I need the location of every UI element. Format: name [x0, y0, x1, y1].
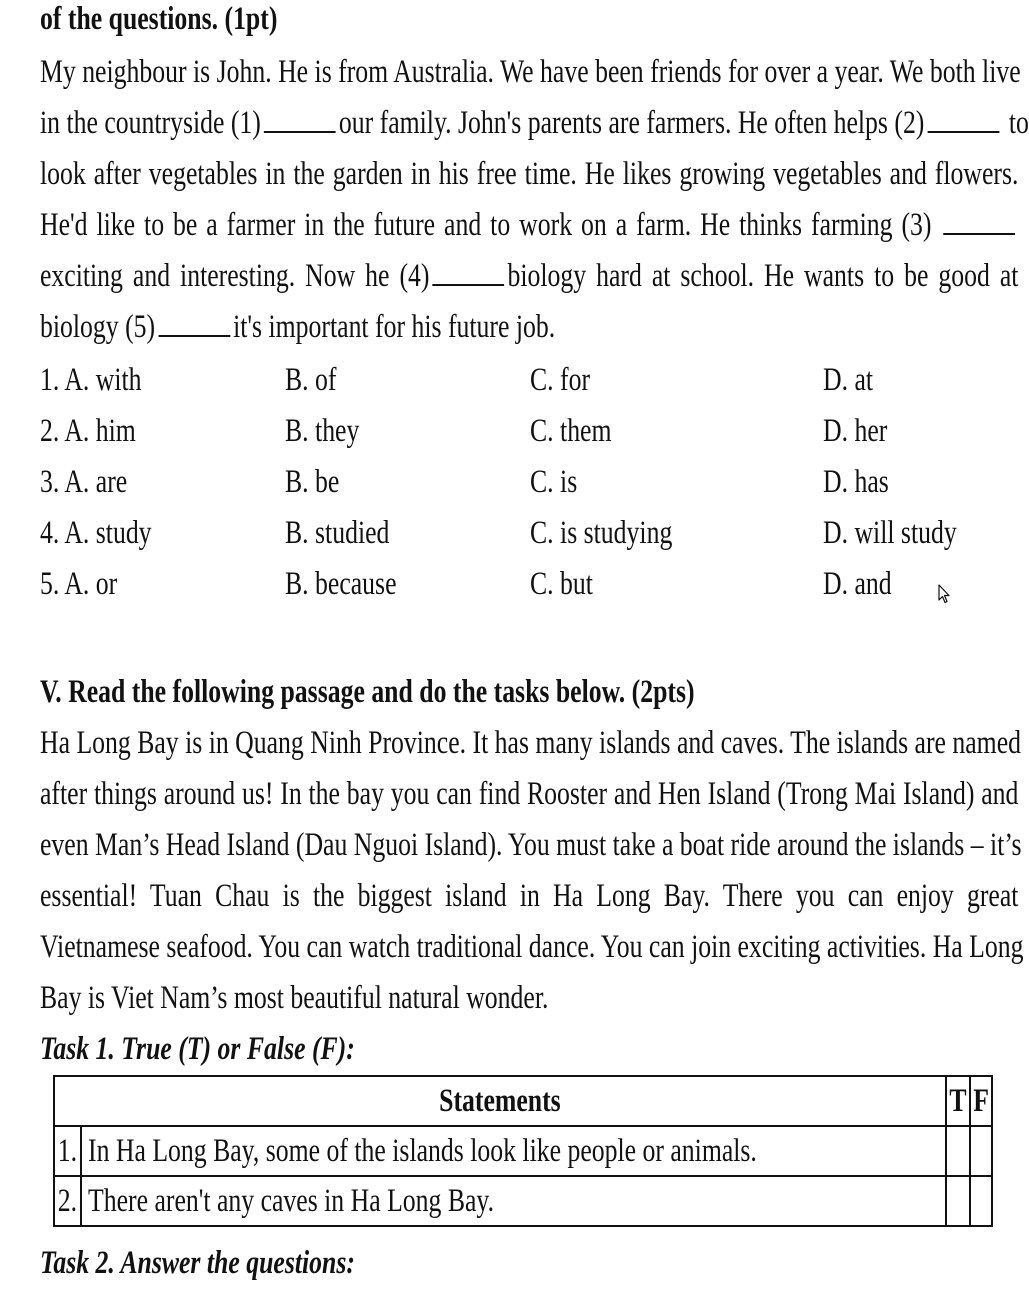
option-d: D. will study [823, 515, 957, 551]
passage-line: Vietnamese seafood. You can watch traditional dance. You can join exciting activities. Ha Long [40, 929, 1024, 965]
option-b: B. studied [285, 515, 390, 551]
passage-text: He'd like to be a farmer in the future and to work on a farm. He thinks farming (3) [40, 207, 932, 243]
passage-text: our family. John's parents are farmers. He often helps (2) [338, 105, 925, 141]
blank-4 [433, 262, 505, 286]
row-number: 1. [54, 1126, 81, 1176]
option-a: 4. A. study [40, 515, 152, 551]
passage-text: biology hard at school. He wants to be good at [507, 258, 1019, 294]
option-a: 2. A. him [40, 413, 136, 449]
option-a: 3. A. are [40, 464, 128, 500]
false-answer-cell[interactable] [970, 1126, 992, 1176]
option-b: B. be [285, 464, 340, 500]
passage-text: to [1008, 105, 1029, 141]
passage-line: Bay is Viet Nam’s most beautiful natural wonder. [40, 980, 549, 1016]
option-c: C. is [530, 464, 578, 500]
question-row [40, 457, 1020, 508]
statement-text: There aren't any caves in Ha Long Bay. [81, 1176, 947, 1226]
passage-one [40, 47, 1029, 353]
question-row [40, 406, 1020, 457]
answer-options [40, 355, 1020, 610]
passage-line: even Man’s Head Island (Dau Nguoi Island). You must take a boat ride around the islands – it’s [40, 827, 1022, 863]
table-row [54, 1176, 992, 1226]
passage-line: My neighbour is John. He is from Australia. We have been friends for over a year. We both live [40, 54, 1021, 90]
table-row [54, 1126, 992, 1176]
row-number: 2. [54, 1176, 81, 1226]
section-header-fragment: of the questions. (1pt) [40, 1, 278, 37]
true-false-table [53, 1075, 993, 1227]
table-header-row [54, 1076, 992, 1126]
option-c: C. them [530, 413, 612, 449]
option-d: D. has [823, 464, 889, 500]
true-answer-cell[interactable] [946, 1126, 970, 1176]
task2-title: Task 2. Answer the questions: [40, 1245, 355, 1281]
true-answer-cell[interactable] [946, 1176, 970, 1226]
blank-5 [158, 313, 230, 337]
task1-title: Task 1. True (T) or False (F): [40, 1031, 355, 1067]
statements-header: Statements [54, 1076, 946, 1126]
mouse-cursor-icon [938, 584, 950, 604]
true-header: T [946, 1076, 970, 1126]
option-c: C. is studying [530, 515, 673, 551]
section-heading: V. Read the following passage and do the tasks below. (2pts) [40, 674, 695, 710]
passage-line: look after vegetables in the garden in his free time. He likes growing vegetables and flowers. [40, 156, 1019, 192]
passage-text: it's important for his future job. [233, 309, 556, 345]
passage-line: Ha Long Bay is in Quang Ninh Province. It has many islands and caves. The islands are named [40, 725, 1022, 761]
section-five [40, 667, 1024, 1075]
passage-line [40, 200, 1018, 251]
passage-text: biology (5) [40, 309, 156, 345]
option-a: 1. A. with [40, 362, 142, 398]
option-c: C. for [530, 362, 591, 398]
question-row [40, 355, 1020, 406]
blank-2 [928, 109, 1000, 133]
statement-text: In Ha Long Bay, some of the islands look like people or animals. [81, 1126, 947, 1176]
passage-line [40, 251, 1018, 302]
false-header: F [970, 1076, 992, 1126]
blank-3 [944, 211, 1016, 235]
passage-line [40, 302, 1018, 353]
option-d: D. and [823, 566, 892, 602]
option-b: B. of [285, 362, 337, 398]
passage-line [40, 98, 1029, 149]
question-row [40, 508, 1020, 559]
passage-text: exciting and interesting. Now he (4) [40, 258, 430, 294]
false-answer-cell[interactable] [970, 1176, 992, 1226]
passage-line: after things around us! In the bay you can find Rooster and Hen Island (Trong Mai Island) and [40, 776, 1019, 812]
blank-1 [264, 109, 336, 133]
option-c: C. but [530, 566, 593, 602]
option-b: B. they [285, 413, 360, 449]
option-a: 5. A. or [40, 566, 118, 602]
passage-line: essential! Tuan Chau is the biggest island in Ha Long Bay. There you can enjoy great [40, 878, 1019, 914]
option-b: B. because [285, 566, 397, 602]
passage-text: in the countryside (1) [40, 105, 261, 141]
question-row [40, 559, 1020, 610]
option-d: D. her [823, 413, 888, 449]
option-d: D. at [823, 362, 874, 398]
